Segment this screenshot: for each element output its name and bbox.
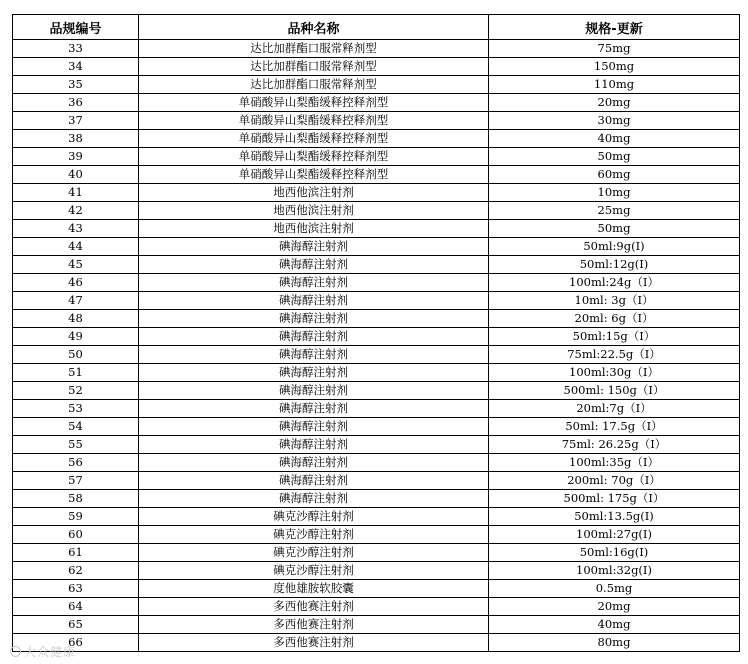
cell-name: 单硝酸异山梨酯缓释控释剂型 [139, 130, 489, 148]
cell-code: 57 [13, 472, 139, 490]
cell-code: 39 [13, 148, 139, 166]
header-name: 品种名称 [139, 15, 489, 40]
table-header-row [13, 15, 740, 40]
cell-name: 碘克沙醇注射剂 [139, 526, 489, 544]
cell-spec: 100ml:27g(Ⅰ) [489, 526, 740, 544]
cell-spec: 50mg [489, 148, 740, 166]
cell-code: 63 [13, 580, 139, 598]
cell-code: 56 [13, 454, 139, 472]
cell-code: 53 [13, 400, 139, 418]
table-row [13, 436, 740, 454]
table-row [13, 76, 740, 94]
table-row [13, 40, 740, 58]
header-spec: 规格-更新 [489, 15, 740, 40]
table-row [13, 274, 740, 292]
cell-name: 地西他滨注射剂 [139, 202, 489, 220]
table-row [13, 598, 740, 616]
cell-spec: 100ml:35g（Ⅰ） [489, 454, 740, 472]
cell-spec: 30mg [489, 112, 740, 130]
cell-spec: 110mg [489, 76, 740, 94]
cell-name: 碘克沙醇注射剂 [139, 508, 489, 526]
cell-spec: 10ml: 3g（Ⅰ） [489, 292, 740, 310]
cell-spec: 50ml:15g（Ⅰ） [489, 328, 740, 346]
cell-spec: 75ml:22.5g（Ⅰ） [489, 346, 740, 364]
cell-spec: 20mg [489, 94, 740, 112]
cell-code: 38 [13, 130, 139, 148]
cell-code: 47 [13, 292, 139, 310]
cell-spec: 50ml:13.5g(Ⅰ) [489, 508, 740, 526]
cell-code: 35 [13, 76, 139, 94]
cell-code: 36 [13, 94, 139, 112]
cell-code: 48 [13, 310, 139, 328]
cell-name: 碘海醇注射剂 [139, 400, 489, 418]
cell-code: 33 [13, 40, 139, 58]
cell-code: 49 [13, 328, 139, 346]
cell-spec: 0.5mg [489, 580, 740, 598]
cell-name: 碘海醇注射剂 [139, 472, 489, 490]
table-row [13, 238, 740, 256]
weibo-icon [10, 646, 21, 657]
table-row [13, 328, 740, 346]
cell-code: 65 [13, 616, 139, 634]
table-row [13, 58, 740, 76]
cell-code: 34 [13, 58, 139, 76]
table-row [13, 148, 740, 166]
cell-spec: 80mg [489, 634, 740, 652]
cell-name: 达比加群酯口服常释剂型 [139, 40, 489, 58]
cell-name: 碘海醇注射剂 [139, 346, 489, 364]
cell-code: 40 [13, 166, 139, 184]
cell-code: 45 [13, 256, 139, 274]
cell-name: 单硝酸异山梨酯缓释控释剂型 [139, 148, 489, 166]
cell-code: 50 [13, 346, 139, 364]
cell-name: 碘海醇注射剂 [139, 454, 489, 472]
cell-name: 碘海醇注射剂 [139, 382, 489, 400]
table-row [13, 526, 740, 544]
cell-name: 碘海醇注射剂 [139, 274, 489, 292]
cell-code: 41 [13, 184, 139, 202]
watermark-text: 大众健康 [24, 645, 77, 659]
cell-name: 多西他赛注射剂 [139, 634, 489, 652]
cell-spec: 50ml:9g(Ⅰ) [489, 238, 740, 256]
cell-code: 58 [13, 490, 139, 508]
cell-name: 碘海醇注射剂 [139, 238, 489, 256]
table-row [13, 562, 740, 580]
cell-name: 达比加群酯口服常释剂型 [139, 58, 489, 76]
cell-spec: 40mg [489, 130, 740, 148]
table-row [13, 220, 740, 238]
watermark [10, 643, 76, 660]
cell-code: 60 [13, 526, 139, 544]
cell-code: 37 [13, 112, 139, 130]
cell-code: 55 [13, 436, 139, 454]
cell-code: 64 [13, 598, 139, 616]
cell-name: 单硝酸异山梨酯缓释控释剂型 [139, 112, 489, 130]
table-row [13, 184, 740, 202]
table-row [13, 112, 740, 130]
cell-spec: 75mg [489, 40, 740, 58]
table-row [13, 292, 740, 310]
cell-name: 碘海醇注射剂 [139, 490, 489, 508]
cell-spec: 200ml: 70g（Ⅰ） [489, 472, 740, 490]
table-row [13, 94, 740, 112]
cell-name: 碘克沙醇注射剂 [139, 562, 489, 580]
cell-name: 碘海醇注射剂 [139, 418, 489, 436]
cell-name: 多西他赛注射剂 [139, 616, 489, 634]
cell-spec: 100ml:32g(Ⅰ) [489, 562, 740, 580]
table-row [13, 202, 740, 220]
table-row [13, 364, 740, 382]
table-row [13, 544, 740, 562]
cell-name: 碘海醇注射剂 [139, 310, 489, 328]
cell-name: 单硝酸异山梨酯缓释控释剂型 [139, 166, 489, 184]
header-code: 品规编号 [13, 15, 139, 40]
cell-spec: 100ml:24g（Ⅰ） [489, 274, 740, 292]
table-row [13, 472, 740, 490]
cell-name: 碘海醇注射剂 [139, 436, 489, 454]
cell-name: 单硝酸异山梨酯缓释控释剂型 [139, 94, 489, 112]
cell-code: 42 [13, 202, 139, 220]
drug-spec-table [12, 14, 740, 652]
cell-name: 多西他赛注射剂 [139, 598, 489, 616]
cell-code: 51 [13, 364, 139, 382]
table-body [13, 40, 740, 652]
table-row [13, 310, 740, 328]
cell-name: 碘海醇注射剂 [139, 292, 489, 310]
table-row [13, 490, 740, 508]
table-row [13, 382, 740, 400]
cell-name: 碘克沙醇注射剂 [139, 544, 489, 562]
cell-code: 59 [13, 508, 139, 526]
cell-code: 46 [13, 274, 139, 292]
cell-code: 66 [13, 634, 139, 652]
cell-name: 碘海醇注射剂 [139, 328, 489, 346]
cell-spec: 500ml: 150g（Ⅰ） [489, 382, 740, 400]
cell-spec: 50ml: 17.5g（Ⅰ） [489, 418, 740, 436]
cell-code: 52 [13, 382, 139, 400]
cell-name: 地西他滨注射剂 [139, 184, 489, 202]
cell-spec: 20ml: 6g（Ⅰ） [489, 310, 740, 328]
cell-spec: 20ml:7g（Ⅰ） [489, 400, 740, 418]
cell-spec: 75ml: 26.25g（Ⅰ） [489, 436, 740, 454]
table-row [13, 256, 740, 274]
cell-spec: 50ml:16g(Ⅰ) [489, 544, 740, 562]
table-row [13, 166, 740, 184]
cell-spec: 50mg [489, 220, 740, 238]
cell-name: 地西他滨注射剂 [139, 220, 489, 238]
table-row [13, 130, 740, 148]
cell-code: 62 [13, 562, 139, 580]
cell-spec: 20mg [489, 598, 740, 616]
cell-spec: 10mg [489, 184, 740, 202]
cell-spec: 500ml: 175g（Ⅰ） [489, 490, 740, 508]
cell-spec: 25mg [489, 202, 740, 220]
cell-spec: 40mg [489, 616, 740, 634]
cell-spec: 50ml:12g(Ⅰ) [489, 256, 740, 274]
cell-name: 度他雄胺软胶囊 [139, 580, 489, 598]
table-row [13, 616, 740, 634]
cell-spec: 100ml:30g（Ⅰ） [489, 364, 740, 382]
cell-spec: 60mg [489, 166, 740, 184]
table-row [13, 634, 740, 652]
cell-name: 碘海醇注射剂 [139, 364, 489, 382]
cell-spec: 150mg [489, 58, 740, 76]
table-row [13, 508, 740, 526]
table-row [13, 400, 740, 418]
table-row [13, 418, 740, 436]
cell-code: 54 [13, 418, 139, 436]
cell-name: 达比加群酯口服常释剂型 [139, 76, 489, 94]
table-row [13, 454, 740, 472]
table-row [13, 346, 740, 364]
cell-code: 61 [13, 544, 139, 562]
cell-code: 43 [13, 220, 139, 238]
cell-name: 碘海醇注射剂 [139, 256, 489, 274]
table-row [13, 580, 740, 598]
cell-code: 44 [13, 238, 139, 256]
